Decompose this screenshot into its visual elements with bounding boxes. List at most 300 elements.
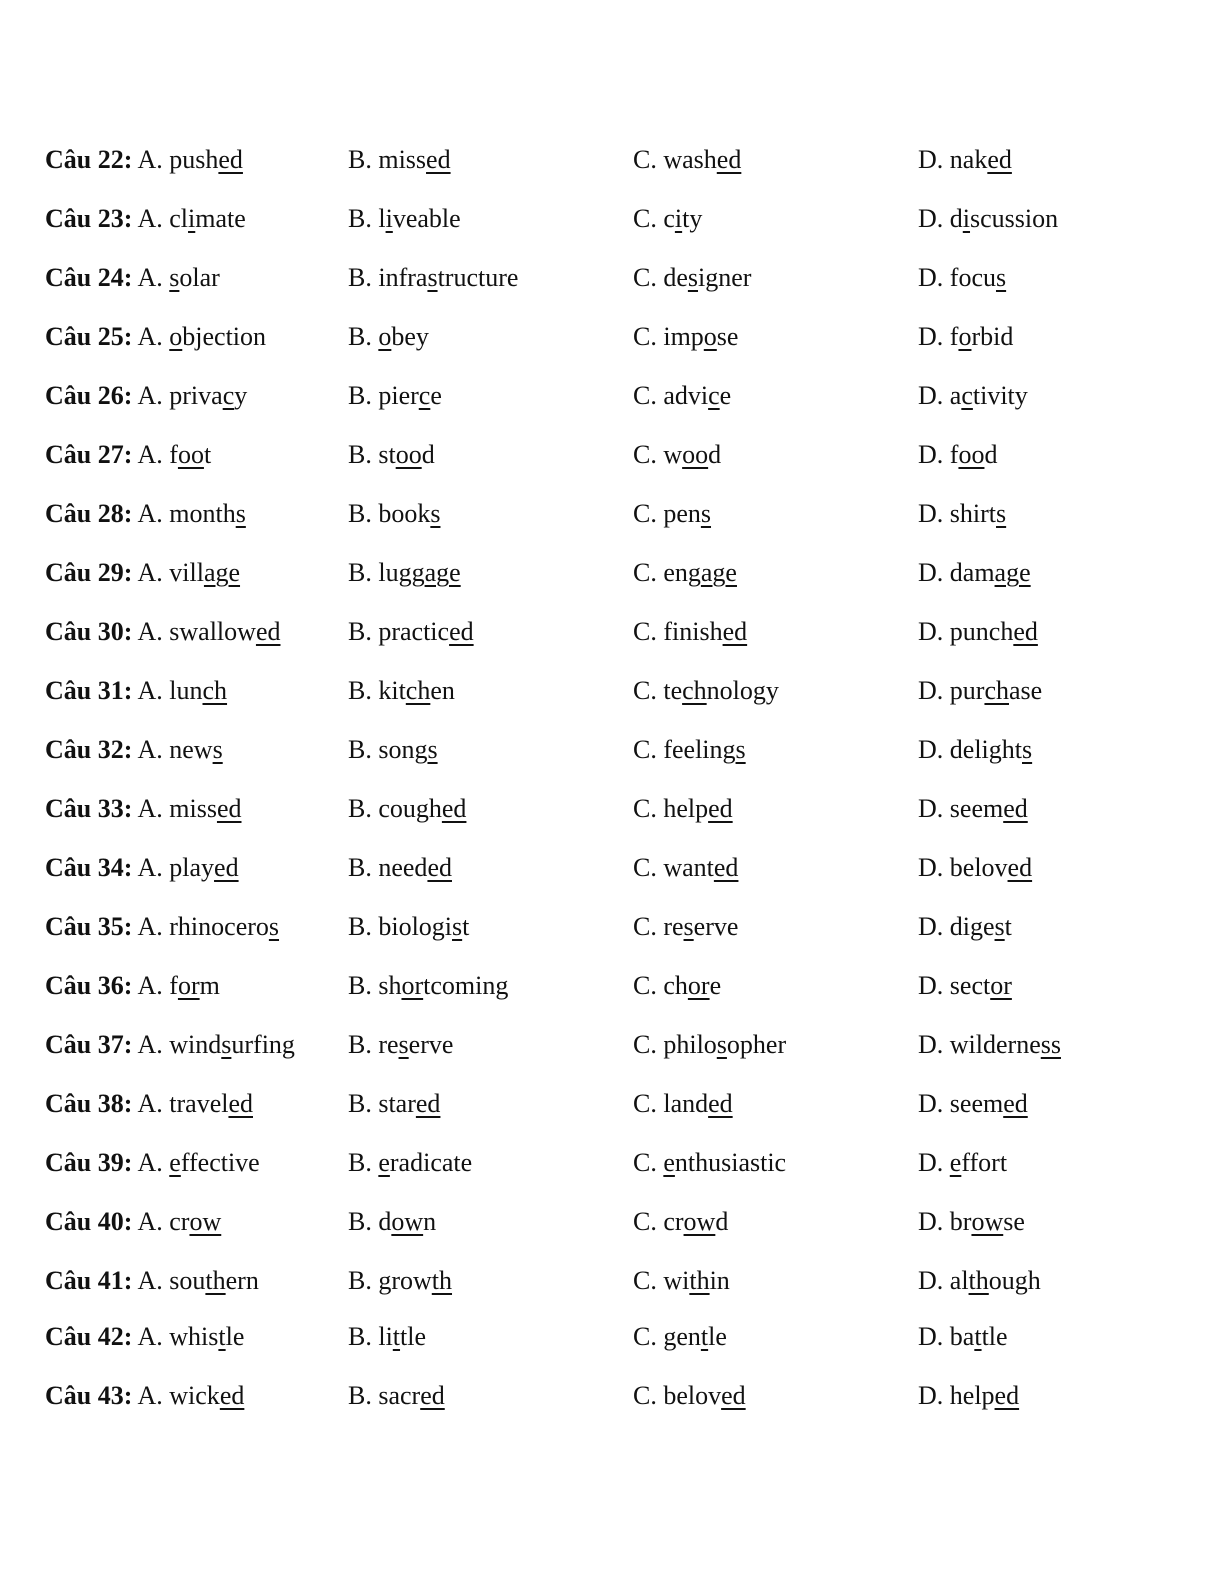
word-part: f xyxy=(169,971,178,1000)
option-d xyxy=(918,199,1058,239)
underlined-letters: i xyxy=(385,204,393,233)
option-c xyxy=(633,1376,746,1416)
word-part: rbid xyxy=(971,322,1014,351)
option-a xyxy=(45,1261,259,1301)
underlined-letters: age xyxy=(424,558,461,587)
option-c xyxy=(633,494,711,534)
option-d xyxy=(918,553,1031,593)
word-part: dige xyxy=(949,912,995,941)
option-letter: A. xyxy=(137,1207,170,1236)
word-part: tivity xyxy=(972,381,1028,410)
option-d xyxy=(918,730,1032,770)
word-part: nology xyxy=(706,676,779,705)
option-c xyxy=(633,848,738,888)
underlined-letters: ch xyxy=(984,676,1009,705)
underlined-letters: s xyxy=(716,1030,727,1059)
word-part: wick xyxy=(169,1381,220,1410)
option-letter: B. xyxy=(348,440,379,469)
question-number: Câu 22: xyxy=(45,145,133,174)
underlined-letters: or xyxy=(687,971,710,1000)
question-number: Câu 24: xyxy=(45,263,133,292)
underlined-letters: ow xyxy=(189,1207,222,1236)
question-row xyxy=(0,789,1224,829)
option-b xyxy=(348,1376,445,1416)
underlined-letters: t xyxy=(700,1322,709,1351)
word-part: imp xyxy=(663,322,704,351)
word-part: y xyxy=(234,381,248,410)
option-b xyxy=(348,1317,426,1357)
underlined-letters: th xyxy=(968,1266,989,1295)
word-part: whis xyxy=(169,1322,219,1351)
underlined-letters: or xyxy=(401,971,424,1000)
word-part: dam xyxy=(949,558,995,587)
underlined-letters: ed xyxy=(218,145,243,174)
word-part: igner xyxy=(698,263,752,292)
option-letter: D. xyxy=(918,499,950,528)
question-number: Câu 28: xyxy=(45,499,133,528)
option-c xyxy=(633,1025,786,1065)
option-d xyxy=(918,376,1028,416)
word-part: d xyxy=(378,1207,392,1236)
option-letter: D. xyxy=(918,676,950,705)
underlined-letters: th xyxy=(689,1266,710,1295)
word-part: song xyxy=(378,735,428,764)
question-number: Câu 32: xyxy=(45,735,133,764)
underlined-letters: e xyxy=(663,1148,675,1177)
option-letter: A. xyxy=(137,1148,170,1177)
option-b xyxy=(348,966,508,1006)
word-part: cr xyxy=(663,1207,684,1236)
option-d xyxy=(918,612,1038,652)
option-letter: B. xyxy=(348,204,379,233)
option-c xyxy=(633,789,733,829)
option-a xyxy=(45,376,247,416)
option-d xyxy=(918,789,1028,829)
word-part: te xyxy=(663,676,683,705)
option-d xyxy=(918,494,1006,534)
option-letter: C. xyxy=(633,1030,664,1059)
question-number: Câu 40: xyxy=(45,1207,133,1236)
word-part: bjection xyxy=(182,322,267,351)
question-number: Câu 34: xyxy=(45,853,133,882)
question-row xyxy=(0,907,1224,947)
option-letter: D. xyxy=(918,1266,950,1295)
word-part: focu xyxy=(949,263,996,292)
word-part: pier xyxy=(378,381,419,410)
word-part: d xyxy=(708,440,722,469)
option-letter: D. xyxy=(918,853,950,882)
word-part: month xyxy=(169,499,236,528)
underlined-letters: ed xyxy=(713,853,739,882)
option-d xyxy=(918,317,1013,357)
option-a xyxy=(45,553,240,593)
word-part: ase xyxy=(1009,676,1043,705)
option-a xyxy=(45,494,246,534)
question-number: Câu 35: xyxy=(45,912,133,941)
word-part: pur xyxy=(949,676,985,705)
underlined-letters: s xyxy=(735,735,746,764)
option-letter: C. xyxy=(633,1266,664,1295)
option-letter: B. xyxy=(348,1089,379,1118)
underlined-letters: s xyxy=(212,735,223,764)
underlined-letters: ed xyxy=(1013,617,1038,646)
word-part: re xyxy=(663,912,684,941)
option-letter: C. xyxy=(633,617,664,646)
option-a xyxy=(45,966,220,1006)
word-part: e xyxy=(719,381,732,410)
option-c xyxy=(633,1084,733,1124)
word-part: le xyxy=(708,1322,727,1351)
word-part: d xyxy=(421,440,435,469)
question-row xyxy=(0,1202,1224,1242)
word-part: t xyxy=(203,440,212,469)
option-letter: A. xyxy=(137,499,170,528)
question-number: Câu 36: xyxy=(45,971,133,1000)
underlined-letters: i xyxy=(962,204,971,233)
option-c xyxy=(633,317,738,357)
option-d xyxy=(918,671,1042,711)
word-part: e xyxy=(430,381,442,410)
word-part: practic xyxy=(378,617,450,646)
underlined-letters: age xyxy=(994,558,1031,587)
word-part: shirt xyxy=(949,499,997,528)
underlined-letters: ed xyxy=(441,794,467,823)
underlined-letters: ed xyxy=(427,853,452,882)
word-part: need xyxy=(378,853,428,882)
option-letter: A. xyxy=(137,558,170,587)
word-part: delight xyxy=(949,735,1022,764)
underlined-letters: c xyxy=(418,381,431,410)
option-letter: D. xyxy=(918,204,950,233)
underlined-letters: s xyxy=(430,499,441,528)
option-a xyxy=(45,671,227,711)
question-row xyxy=(0,317,1224,357)
word-part: erve xyxy=(693,912,739,941)
option-letter: B. xyxy=(348,1381,379,1410)
option-letter: B. xyxy=(348,1322,379,1351)
underlined-letters: s xyxy=(221,1030,232,1059)
underlined-letters: s xyxy=(687,263,699,292)
underlined-letters: ed xyxy=(716,145,742,174)
option-letter: B. xyxy=(348,145,379,174)
word-part: tcoming xyxy=(423,971,509,1000)
option-letter: C. xyxy=(633,1207,664,1236)
option-b xyxy=(348,612,474,652)
underlined-letters: ed xyxy=(219,1381,245,1410)
option-letter: A. xyxy=(137,440,170,469)
option-b xyxy=(348,907,469,947)
underlined-letters: ed xyxy=(228,1089,253,1118)
underlined-letters: t xyxy=(218,1322,226,1351)
word-part: tle xyxy=(400,1322,427,1351)
option-letter: C. xyxy=(633,794,664,823)
option-letter: B. xyxy=(348,1148,379,1177)
question-number: Câu 41: xyxy=(45,1266,133,1295)
underlined-letters: th xyxy=(205,1266,226,1295)
word-part: philo xyxy=(663,1030,717,1059)
word-part: en xyxy=(430,676,455,705)
option-letter: B. xyxy=(348,499,379,528)
option-b xyxy=(348,435,435,475)
question-row xyxy=(0,435,1224,475)
underlined-letters: ow xyxy=(683,1207,716,1236)
underlined-letters: e xyxy=(169,1148,181,1177)
word-part: t xyxy=(1004,912,1012,941)
option-a xyxy=(45,789,242,829)
underlined-letters: ed xyxy=(255,617,281,646)
word-part: wind xyxy=(169,1030,222,1059)
word-part: nthusiastic xyxy=(674,1148,787,1177)
question-row xyxy=(0,1376,1224,1416)
option-c xyxy=(633,612,747,652)
option-letter: A. xyxy=(137,322,170,351)
underlined-letters: i xyxy=(188,204,196,233)
word-part: l xyxy=(378,204,386,233)
underlined-letters: ed xyxy=(994,1381,1020,1410)
option-letter: C. xyxy=(633,1381,664,1410)
underlined-letters: c xyxy=(708,381,720,410)
word-part: al xyxy=(949,1266,969,1295)
word-part: kit xyxy=(378,676,406,705)
option-a xyxy=(45,848,239,888)
underlined-letters: i xyxy=(674,204,683,233)
option-letter: B. xyxy=(348,1030,379,1059)
option-letter: A. xyxy=(137,1381,170,1410)
underlined-letters: o xyxy=(703,322,717,351)
underlined-letters: ch xyxy=(405,676,431,705)
option-d xyxy=(918,1202,1025,1242)
option-letter: A. xyxy=(137,794,170,823)
underlined-letters: c xyxy=(222,381,235,410)
word-part: new xyxy=(169,735,213,764)
word-part: d xyxy=(984,440,998,469)
option-c xyxy=(633,671,779,711)
option-letter: A. xyxy=(137,1089,170,1118)
word-part: ern xyxy=(225,1266,259,1295)
option-a xyxy=(45,907,279,947)
question-row xyxy=(0,258,1224,298)
underlined-letters: o xyxy=(169,322,183,351)
question-number: Câu 31: xyxy=(45,676,133,705)
word-part: in xyxy=(709,1266,730,1295)
underlined-letters: age xyxy=(203,558,241,587)
option-letter: A. xyxy=(137,912,170,941)
option-letter: C. xyxy=(633,971,664,1000)
option-letter: B. xyxy=(348,794,379,823)
option-letter: A. xyxy=(137,263,170,292)
underlined-letters: ed xyxy=(415,1089,441,1118)
question-row xyxy=(0,494,1224,534)
option-c xyxy=(633,258,751,298)
word-part: want xyxy=(663,853,714,882)
option-b xyxy=(348,553,461,593)
word-part: urfing xyxy=(231,1030,295,1059)
option-a xyxy=(45,317,266,357)
underlined-letters: ed xyxy=(1007,853,1033,882)
option-d xyxy=(918,1084,1028,1124)
word-part: grow xyxy=(378,1266,432,1295)
underlined-letters: th xyxy=(431,1266,453,1295)
underlined-letters: ch xyxy=(682,676,707,705)
word-part: m xyxy=(199,971,220,1000)
option-b xyxy=(348,1202,436,1242)
option-letter: B. xyxy=(348,381,379,410)
word-part: e xyxy=(709,971,722,1000)
option-b xyxy=(348,1143,472,1183)
option-d xyxy=(918,848,1032,888)
underlined-letters: s xyxy=(268,912,280,941)
question-number: Câu 38: xyxy=(45,1089,133,1118)
option-c xyxy=(633,1317,727,1357)
option-d xyxy=(918,1143,1007,1183)
option-letter: C. xyxy=(633,853,664,882)
word-part: radicate xyxy=(389,1148,473,1177)
option-letter: A. xyxy=(137,1030,170,1059)
question-number: Câu 37: xyxy=(45,1030,133,1059)
option-d xyxy=(918,435,997,475)
underlined-letters: ed xyxy=(722,617,748,646)
option-b xyxy=(348,140,451,180)
option-letter: B. xyxy=(348,676,379,705)
underlined-letters: ch xyxy=(202,676,228,705)
word-part: w xyxy=(663,440,683,469)
underlined-letters: ed xyxy=(987,145,1012,174)
option-b xyxy=(348,848,452,888)
underlined-letters: or xyxy=(177,971,200,1000)
question-row xyxy=(0,1317,1224,1357)
word-part: infra xyxy=(378,263,428,292)
option-letter: D. xyxy=(918,735,950,764)
option-letter: C. xyxy=(633,440,664,469)
option-b xyxy=(348,1261,452,1301)
underlined-letters: e xyxy=(378,1148,390,1177)
option-letter: A. xyxy=(137,735,170,764)
underlined-letters: ss xyxy=(1040,1030,1061,1059)
option-letter: B. xyxy=(348,322,379,351)
option-a xyxy=(45,258,220,298)
underlined-letters: ed xyxy=(1003,794,1028,823)
word-part: vill xyxy=(169,558,204,587)
option-letter: A. xyxy=(137,676,170,705)
word-part: li xyxy=(378,1322,393,1351)
option-a xyxy=(45,199,246,239)
underlined-letters: oo xyxy=(395,440,422,469)
word-part: f xyxy=(949,440,959,469)
option-d xyxy=(918,907,1012,947)
option-a xyxy=(45,140,243,180)
underlined-letters: o xyxy=(378,322,392,351)
option-c xyxy=(633,1202,728,1242)
option-letter: D. xyxy=(918,1207,950,1236)
option-a xyxy=(45,1317,244,1357)
underlined-letters: ed xyxy=(708,794,733,823)
word-part: swallow xyxy=(169,617,256,646)
word-part: tle xyxy=(981,1322,1008,1351)
word-part: tructure xyxy=(437,263,519,292)
underlined-letters: s xyxy=(398,1030,409,1059)
word-part: ffort xyxy=(961,1148,1008,1177)
underlined-letters: s xyxy=(452,912,463,941)
word-part: punch xyxy=(949,617,1014,646)
option-c xyxy=(633,199,702,239)
word-part: nak xyxy=(949,145,988,174)
option-letter: D. xyxy=(918,1089,950,1118)
word-part: olar xyxy=(179,263,220,292)
word-part: se xyxy=(1003,1207,1025,1236)
option-d xyxy=(918,1317,1008,1357)
underlined-letters: s xyxy=(683,912,694,941)
option-d xyxy=(918,140,1012,180)
option-letter: C. xyxy=(633,735,664,764)
underlined-letters: oo xyxy=(958,440,985,469)
word-part: seem xyxy=(949,794,1004,823)
question-row xyxy=(0,1084,1224,1124)
word-part: miss xyxy=(169,794,217,823)
option-letter: B. xyxy=(348,853,379,882)
option-c xyxy=(633,1143,786,1183)
option-letter: A. xyxy=(137,1266,170,1295)
word-part: book xyxy=(378,499,431,528)
option-a xyxy=(45,1376,244,1416)
question-number: Câu 43: xyxy=(45,1381,133,1410)
option-letter: A. xyxy=(137,617,170,646)
option-letter: A. xyxy=(137,145,170,174)
word-part: biologi xyxy=(378,912,453,941)
word-part: wi xyxy=(663,1266,690,1295)
word-part: re xyxy=(378,1030,399,1059)
word-part: wash xyxy=(663,145,717,174)
word-part: star xyxy=(378,1089,416,1118)
option-b xyxy=(348,376,442,416)
option-letter: C. xyxy=(633,558,664,587)
word-part: pen xyxy=(663,499,701,528)
option-letter: C. xyxy=(633,381,664,410)
word-part: n xyxy=(423,1207,437,1236)
underlined-letters: s xyxy=(427,263,438,292)
option-a xyxy=(45,1025,295,1065)
word-part: se xyxy=(716,322,739,351)
option-b xyxy=(348,1084,440,1124)
option-c xyxy=(633,553,737,593)
question-row xyxy=(0,966,1224,1006)
option-letter: D. xyxy=(918,1381,950,1410)
option-letter: D. xyxy=(918,617,950,646)
word-part: de xyxy=(663,263,688,292)
word-part: opher xyxy=(726,1030,787,1059)
question-number: Câu 30: xyxy=(45,617,133,646)
word-part: belov xyxy=(949,853,1008,882)
word-part: lun xyxy=(169,676,203,705)
word-part: sect xyxy=(949,971,991,1000)
question-row xyxy=(0,376,1224,416)
underlined-letters: age xyxy=(700,558,737,587)
word-part: help xyxy=(949,1381,995,1410)
option-letter: D. xyxy=(918,440,950,469)
underlined-letters: oo xyxy=(682,440,709,469)
underlined-letters: or xyxy=(990,971,1012,1000)
underlined-letters: e xyxy=(949,1148,962,1177)
word-part: wilderne xyxy=(949,1030,1041,1059)
word-part: belov xyxy=(663,1381,722,1410)
option-b xyxy=(348,494,440,534)
underlined-letters: t xyxy=(974,1322,982,1351)
question-row xyxy=(0,612,1224,652)
question-number: Câu 23: xyxy=(45,204,133,233)
question-number: Câu 33: xyxy=(45,794,133,823)
option-b xyxy=(348,1025,453,1065)
word-part: c xyxy=(663,204,675,233)
option-letter: A. xyxy=(137,853,170,882)
